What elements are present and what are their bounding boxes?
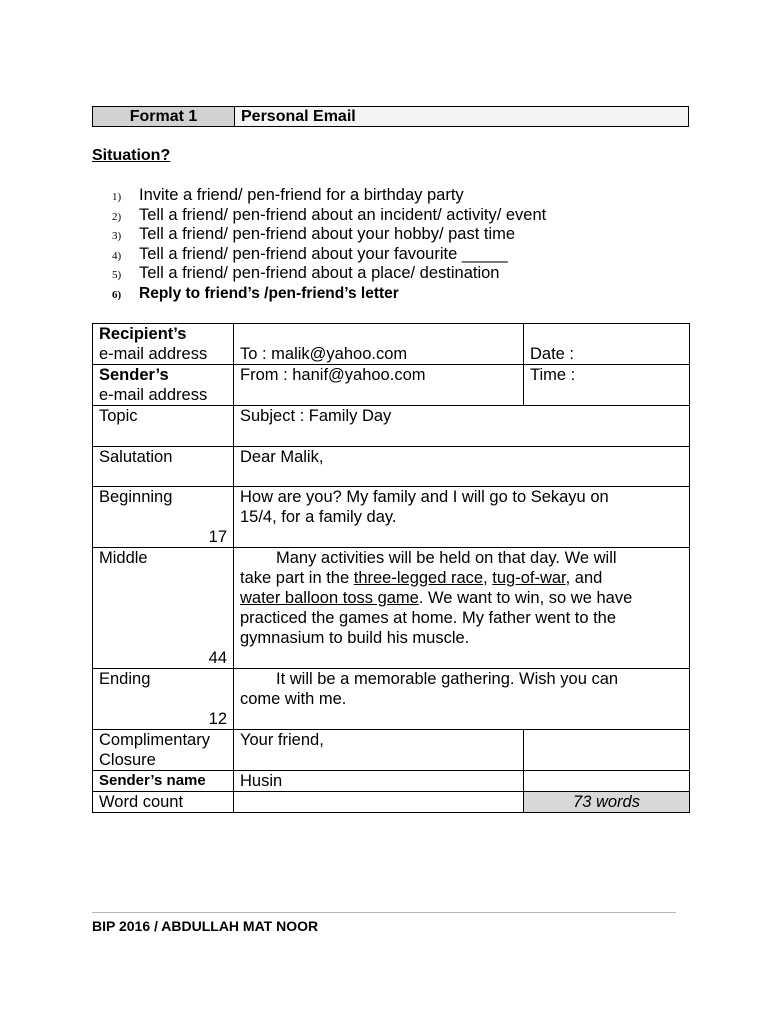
ending-line: It will be a memorable gathering. Wish you can xyxy=(276,670,619,688)
item-number: 4) xyxy=(112,249,122,262)
closure-blank xyxy=(524,730,690,771)
situation-list xyxy=(112,186,546,303)
date-label: Date : xyxy=(530,345,575,363)
middle-text: , and xyxy=(565,569,603,587)
item-number: 3) xyxy=(112,230,122,242)
middle-text: . We want to win, so we have xyxy=(418,589,633,607)
item-text: Tell a friend/ pen-friend about an incident/ activity/ event xyxy=(139,205,547,224)
list-item xyxy=(112,225,546,245)
recipient-label-bold: Recipient’s xyxy=(99,325,187,343)
item-text: Reply to friend’s /pen-friend’s letter xyxy=(139,284,399,302)
underlined-term: tug-of-war xyxy=(492,569,566,587)
topic-value: Subject : Family Day xyxy=(234,406,690,447)
closure-label xyxy=(93,730,234,771)
item-text: Invite a friend/ pen-friend for a birthday party xyxy=(139,186,464,204)
closure-label-line: Complimentary xyxy=(99,731,210,749)
ending-label xyxy=(93,669,234,730)
item-number: 2) xyxy=(112,210,122,223)
ending-value xyxy=(234,669,690,730)
sender-label xyxy=(93,365,234,406)
table-row xyxy=(93,548,690,669)
middle-value xyxy=(234,548,690,669)
closure-value: Your friend, xyxy=(234,730,524,771)
table-row xyxy=(93,406,690,447)
word-count-label: Word count xyxy=(93,792,234,813)
item-number: 5) xyxy=(112,269,122,281)
time-cell: Time : xyxy=(524,365,690,406)
middle-text: , xyxy=(483,569,493,587)
beginning-value xyxy=(234,487,690,548)
middle-text: take part in the xyxy=(240,569,354,587)
sender-label-rest: e-mail address xyxy=(99,386,208,404)
beginning-line: 15/4, for a family day. xyxy=(240,508,397,526)
sender-value: From : hanif@yahoo.com xyxy=(234,365,524,406)
date-cell xyxy=(524,324,690,365)
salutation-label: Salutation xyxy=(93,447,234,487)
list-item xyxy=(112,284,546,304)
middle-line: Many activities will be held on that day. We will xyxy=(276,549,617,567)
item-text: Tell a friend/ pen-friend about your favourite _____ xyxy=(139,244,508,263)
middle-label-text: Middle xyxy=(99,549,148,567)
recipient-label xyxy=(93,324,234,365)
list-item xyxy=(112,206,546,226)
underlined-term: water balloon toss game xyxy=(240,589,419,607)
table-row xyxy=(93,447,690,487)
item-number: 1) xyxy=(112,191,122,203)
footer-text: BIP 2016 / ABDULLAH MAT NOOR xyxy=(92,918,319,934)
sender-name-value: Husin xyxy=(234,771,524,792)
table-row xyxy=(93,487,690,548)
situation-title: Situation? xyxy=(92,147,171,164)
recipient-email: To : malik@yahoo.com xyxy=(240,345,408,363)
sender-name-blank xyxy=(524,771,690,792)
table-row xyxy=(93,669,690,730)
closure-label-line: Closure xyxy=(99,751,156,769)
underlined-term: three-legged race xyxy=(353,569,484,587)
beginning-word-count: 17 xyxy=(208,528,227,546)
item-text: Tell a friend/ pen-friend about a place/ destination xyxy=(139,264,500,282)
list-item xyxy=(112,264,546,284)
recipient-value xyxy=(234,324,524,365)
beginning-line: How are you? My family and I will go to Sekayu on xyxy=(240,488,609,506)
table-row xyxy=(93,365,690,406)
table-row xyxy=(93,771,690,792)
topic-label: Topic xyxy=(93,406,234,447)
list-item xyxy=(112,186,546,206)
ending-line: come with me. xyxy=(240,690,347,708)
recipient-label-rest: e-mail address xyxy=(99,345,208,363)
sender-label-bold: Sender’s xyxy=(99,366,169,384)
list-item xyxy=(112,245,546,265)
ending-word-count: 12 xyxy=(208,710,227,728)
table-row xyxy=(93,730,690,771)
item-number: 6) xyxy=(112,288,122,301)
footer-divider xyxy=(92,912,676,913)
ending-label-text: Ending xyxy=(99,670,151,688)
format-label: Format 1 xyxy=(93,107,235,126)
beginning-label xyxy=(93,487,234,548)
format-type: Personal Email xyxy=(235,107,688,126)
middle-line: gymnasium to build his muscle. xyxy=(240,629,470,647)
table-row xyxy=(93,324,690,365)
email-format-table xyxy=(92,323,690,813)
word-count-value: 73 words xyxy=(524,792,690,813)
salutation-value: Dear Malik, xyxy=(234,447,690,487)
middle-word-count: 44 xyxy=(208,649,227,667)
sender-name-label: Sender’s name xyxy=(93,771,234,792)
item-text: Tell a friend/ pen-friend about your hobby/ past time xyxy=(139,225,516,243)
middle-line: practiced the games at home. My father went to the xyxy=(240,609,617,627)
middle-label xyxy=(93,548,234,669)
word-count-blank xyxy=(234,792,524,813)
beginning-label-text: Beginning xyxy=(99,488,173,506)
format-header xyxy=(92,106,689,127)
table-row xyxy=(93,792,690,813)
